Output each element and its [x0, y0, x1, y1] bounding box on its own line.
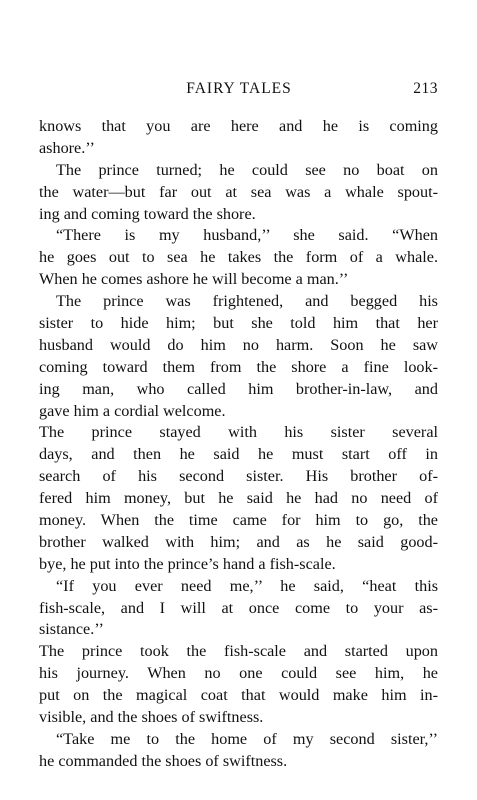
- text-line: search of his second sister. His brother of-: [39, 467, 438, 486]
- text-line: knows that you are here and he is coming: [39, 117, 438, 135]
- text-line: his journey. When no one could see him, he: [39, 664, 438, 683]
- text-line: “If you ever need me,’’ he said, “heat this: [56, 576, 438, 595]
- text-line: The prince took the fish-scale and started upon: [39, 642, 438, 661]
- text-line: “Take me to the home of my second sister,’’: [56, 729, 438, 748]
- running-title: FAIRY TALES: [186, 80, 292, 97]
- text-line: sister to hide him; but she told him that her: [39, 314, 438, 333]
- text-line: ashore.’’: [39, 138, 95, 157]
- text-line: The prince stayed with his sister several: [39, 423, 438, 442]
- text-line: visible, and the shoes of swiftness.: [39, 708, 264, 727]
- text-line: the water—but far out at sea was a whale spout-: [39, 182, 438, 201]
- text-line: ing and coming toward the shore.: [39, 204, 256, 223]
- text-line: gave him a cordial welcome.: [39, 401, 226, 420]
- text-line: put on the magical coat that would make him in-: [39, 686, 438, 705]
- text-line: fered him money, but he said he had no need of: [39, 489, 438, 508]
- text-line: husband would do him no harm. Soon he saw: [39, 335, 438, 354]
- text-line: The prince turned; he could see no boat on: [56, 160, 438, 179]
- text-line: The prince was frightened, and begged his: [56, 292, 438, 311]
- text-line: bye, he put into the prince’s hand a fish-scale.: [39, 554, 336, 573]
- text-line: days, and then he said he must start off in: [39, 445, 438, 464]
- body-text: [39, 116, 438, 773]
- text-line: ing man, who called him brother-in-law, and: [39, 379, 438, 398]
- text-line: money. When the time came for him to go, the: [39, 511, 438, 530]
- text-line: fish-scale, and I will at once come to your as-: [39, 598, 438, 617]
- text-line: sistance.’’: [39, 620, 104, 639]
- text-line: brother walked with him; and as he said good-: [39, 532, 438, 551]
- page-header: [40, 80, 438, 102]
- text-line: “There is my husband,’’ she said. “When: [56, 226, 438, 245]
- text-line: he commanded the shoes of swiftness.: [39, 751, 288, 770]
- page-number: 213: [413, 80, 438, 97]
- text-line: coming toward them from the shore a fine look-: [39, 357, 438, 376]
- text-line: he goes out to sea he takes the form of a whale.: [39, 248, 438, 267]
- text-line: When he comes ashore he will become a man.’’: [39, 270, 349, 289]
